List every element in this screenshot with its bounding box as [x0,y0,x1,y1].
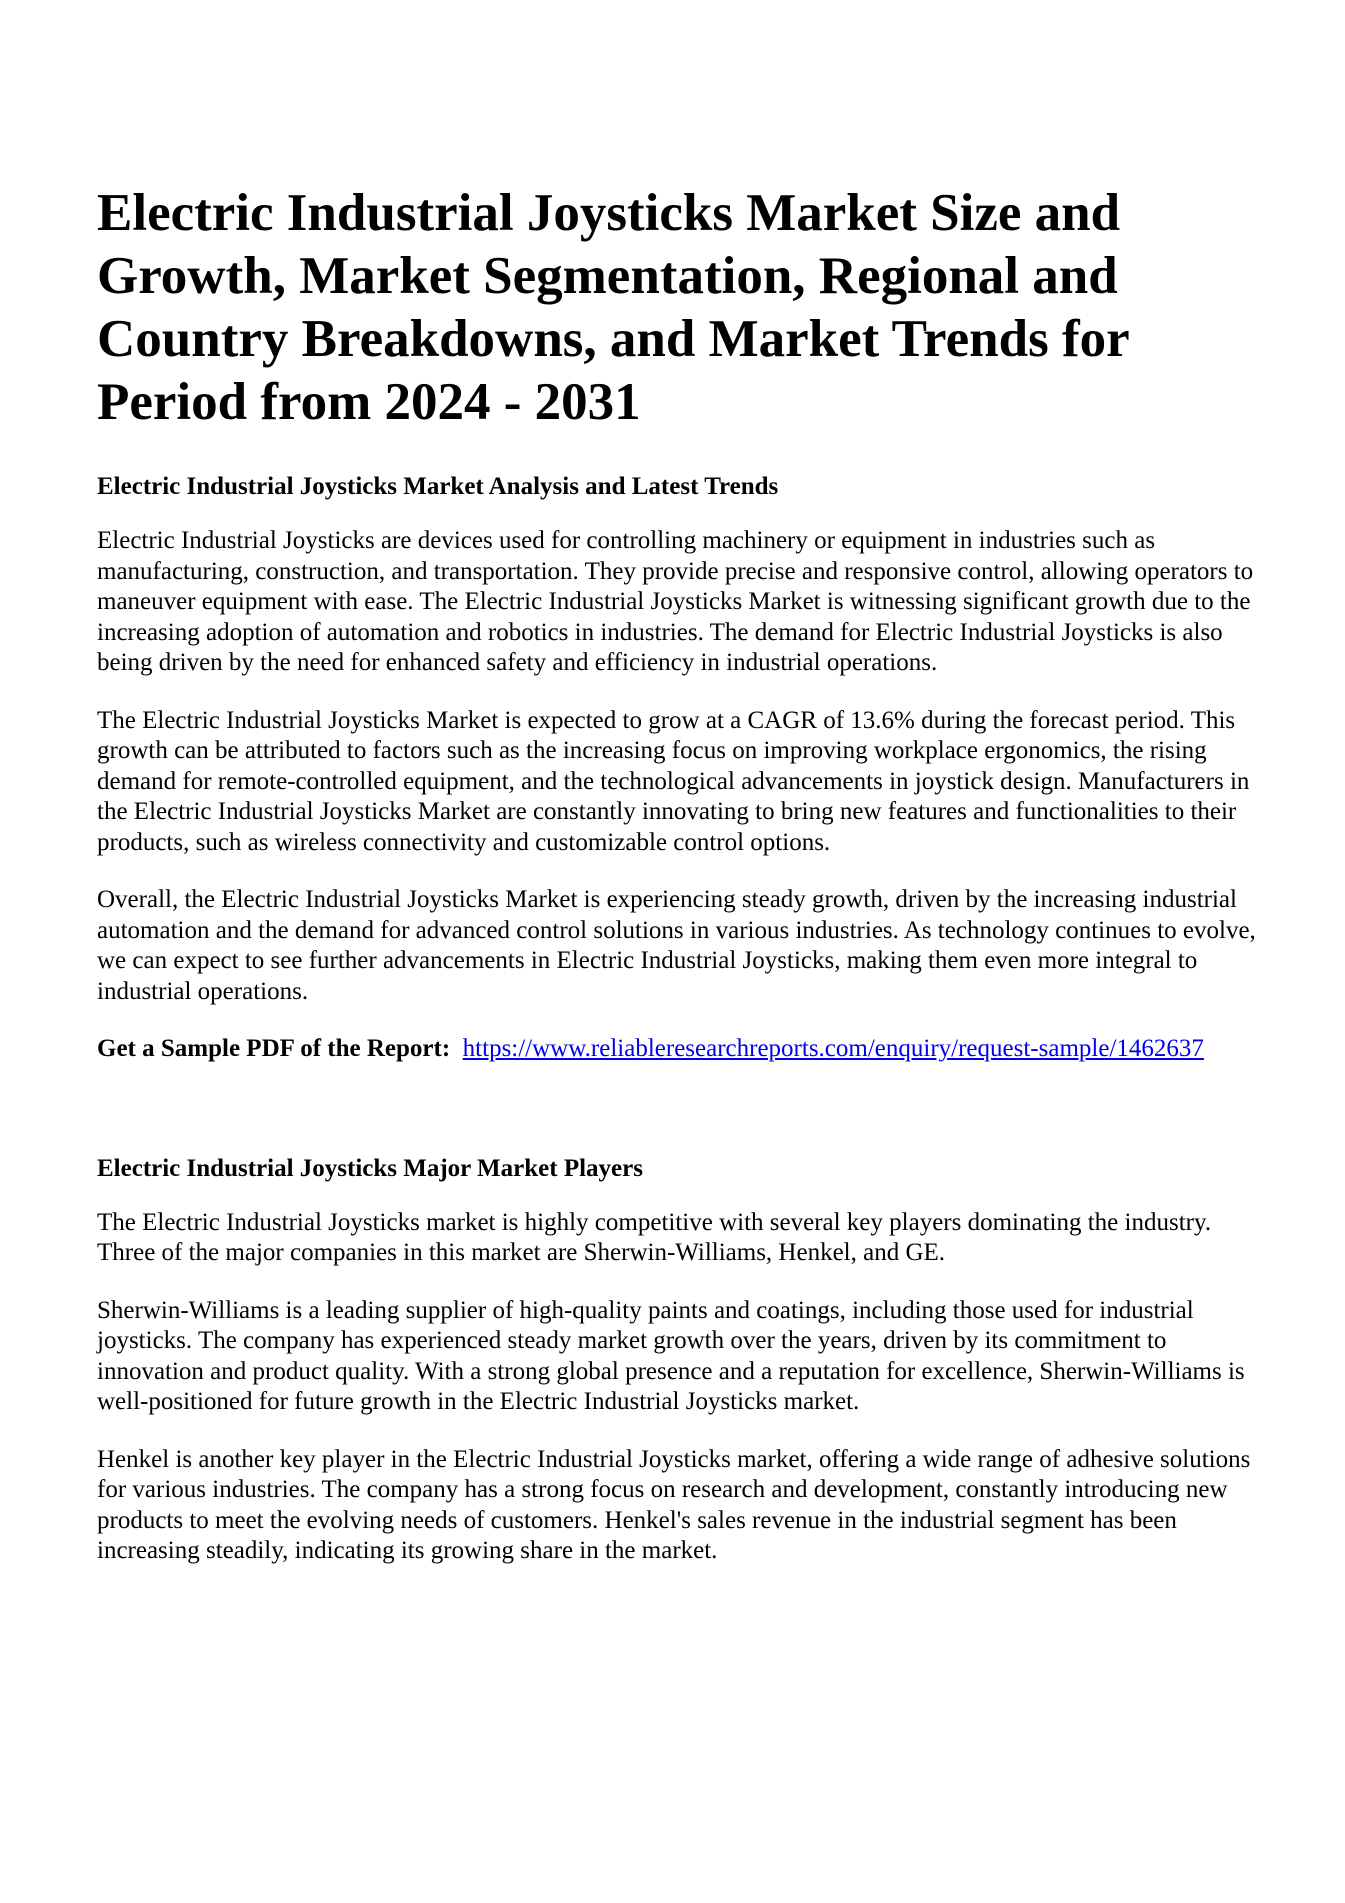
page-title: Electric Industrial Joysticks Market Size and Growth, Market Segmentation, Regional and Country Breakdowns, and Market Trends for Period from 2024 - 2031 [97,184,1129,431]
analysis-paragraph-2: The Electric Industrial Joysticks Market is expected to grow at a CAGR of 13.6% during the forecast period. This growth can be attributed to factors such as the increasing focus on improving workplace ergonomics, the rising demand for remote-controlled equipment, and the technological advancements in joystick design. Manufacturers in the Electric Industrial Joysticks Market are constantly innovating to bring new features and functionalities to their products, such as wireless connectivity and customizable control options. [97,706,1250,856]
section-spacer [97,1065,1257,1154]
document-page [97,182,1257,1594]
players-heading: Electric Industrial Joysticks Major Market Players [97,1154,643,1182]
analysis-paragraph-1: Electric Industrial Joysticks are devices used for controlling machinery or equipment in industries such as manufacturing, construction, and transportation. They provide precise and responsive control, allowing operators to maneuver equipment with ease. The Electric Industrial Joysticks Market is witnessing significant growth due to the increasing adoption of automation and robotics in industries. The demand for Electric Industrial Joysticks is also being driven by the need for enhanced safety and efficiency in industrial operations. [97,527,1254,676]
sample-pdf-link[interactable]: https://www.reliableresearchreports.com/enquiry/request-sample/1462637 [462,1035,1204,1062]
analysis-paragraph-3: Overall, the Electric Industrial Joysticks Market is experiencing steady growth, driven by the increasing industrial automation and the demand for advanced control solutions in various industries. As technology continues to evolve, we can expect to see further advancements in Electric Industrial Joysticks, making them even more integral to industrial operations. [97,886,1256,1005]
sample-pdf-line [97,1034,1257,1065]
analysis-heading: Electric Industrial Joysticks Market Analysis and Latest Trends [97,473,779,500]
players-paragraph-2: Sherwin-Williams is a leading supplier of high-quality paints and coatings, including those used for industrial joysticks. The company has experienced steady market growth over the years, driven by its commitment to innovation and product quality. With a strong global presence and a reputation for excellence, Sherwin-Williams is well-positioned for future growth in the Electric Industrial Joysticks market. [97,1296,1245,1415]
players-paragraph-3: Henkel is another key player in the Electric Industrial Joysticks market, offering a wide range of adhesive solutions for various industries. The company has a strong focus on research and development, constantly introducing new products to meet the evolving needs of customers. Henkel's sales revenue in the industrial segment has been increasing steadily, indicating its growing share in the market. [97,1445,1251,1564]
sample-pdf-label: Get a Sample PDF of the Report: [97,1035,451,1062]
players-paragraph-1: The Electric Industrial Joysticks market is highly competitive with several key players dominating the industry. Three of the major companies in this market are Sherwin-Williams, Henkel, and GE. [97,1208,1212,1266]
